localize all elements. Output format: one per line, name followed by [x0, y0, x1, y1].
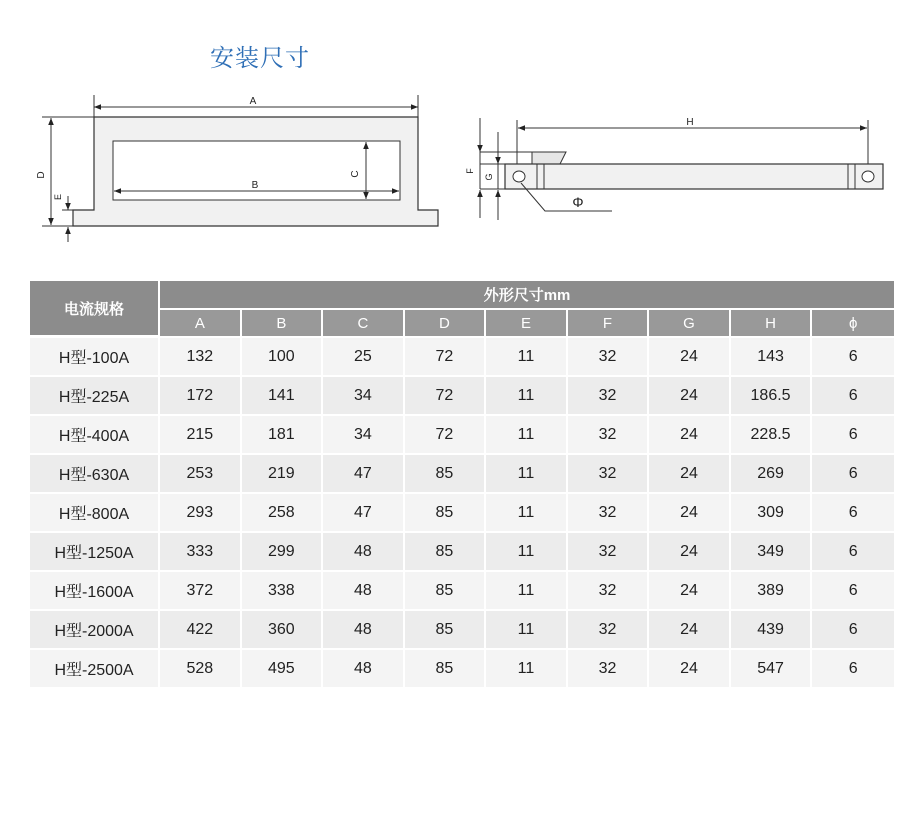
page-title: 安装尺寸 — [210, 45, 310, 72]
value-cell-a: 172 — [160, 375, 242, 414]
value-cell-a: 422 — [160, 609, 242, 648]
value-cell-h: 439 — [731, 609, 813, 648]
value-cell-c: 48 — [323, 570, 405, 609]
dim-label-e: E — [53, 193, 63, 201]
value-cell-f: 32 — [568, 453, 650, 492]
value-cell-a: 333 — [160, 531, 242, 570]
spec-cell: H型-800A — [30, 492, 160, 531]
col-header-phi: ϕ — [812, 310, 894, 336]
table-row — [30, 648, 894, 687]
dim-label-g: G — [484, 173, 494, 181]
spec-cell: H型-630A — [30, 453, 160, 492]
value-cell-c: 48 — [323, 648, 405, 687]
value-cell-e: 11 — [486, 453, 568, 492]
col-header-f: F — [568, 310, 650, 336]
value-cell-h: 309 — [731, 492, 813, 531]
value-cell-e: 11 — [486, 336, 568, 375]
value-cell-e: 11 — [486, 609, 568, 648]
value-cell-g: 24 — [649, 531, 731, 570]
value-cell-f: 32 — [568, 648, 650, 687]
value-cell-phi: 6 — [812, 336, 894, 375]
value-cell-phi: 6 — [812, 609, 894, 648]
value-cell-phi: 6 — [812, 648, 894, 687]
spec-cell: H型-2000A — [30, 609, 160, 648]
dim-label-b: B — [251, 180, 259, 191]
value-cell-c: 48 — [323, 609, 405, 648]
spec-cell: H型-225A — [30, 375, 160, 414]
value-cell-h: 349 — [731, 531, 813, 570]
value-cell-c: 34 — [323, 414, 405, 453]
value-cell-b: 299 — [242, 531, 324, 570]
value-cell-b: 219 — [242, 453, 324, 492]
value-cell-phi: 6 — [812, 414, 894, 453]
value-cell-g: 24 — [649, 336, 731, 375]
value-cell-e: 11 — [486, 375, 568, 414]
value-cell-c: 48 — [323, 531, 405, 570]
col-header-g: G — [649, 310, 731, 336]
value-cell-b: 338 — [242, 570, 324, 609]
value-cell-g: 24 — [649, 609, 731, 648]
dimension-drawing — [0, 0, 920, 270]
col-header-b: B — [242, 310, 324, 336]
value-cell-c: 47 — [323, 453, 405, 492]
value-cell-c: 25 — [323, 336, 405, 375]
value-cell-a: 528 — [160, 648, 242, 687]
value-cell-d: 85 — [405, 648, 487, 687]
spec-header: 电流规格 — [30, 281, 160, 336]
spec-cell: H型-2500A — [30, 648, 160, 687]
value-cell-a: 253 — [160, 453, 242, 492]
value-cell-b: 181 — [242, 414, 324, 453]
value-cell-phi: 6 — [812, 375, 894, 414]
dim-label-h: H — [686, 117, 694, 128]
side-view — [480, 118, 883, 220]
value-cell-h: 228.5 — [731, 414, 813, 453]
value-cell-e: 11 — [486, 648, 568, 687]
dim-label-d: D — [36, 171, 47, 179]
value-cell-f: 32 — [568, 531, 650, 570]
value-cell-e: 11 — [486, 570, 568, 609]
value-cell-b: 141 — [242, 375, 324, 414]
table-row — [30, 609, 894, 648]
value-cell-f: 32 — [568, 336, 650, 375]
table-row — [30, 375, 894, 414]
dim-label-f: F — [465, 168, 475, 174]
value-cell-d: 72 — [405, 414, 487, 453]
col-header-e: E — [486, 310, 568, 336]
value-cell-h: 389 — [731, 570, 813, 609]
dim-label-c: C — [350, 170, 361, 178]
value-cell-d: 72 — [405, 375, 487, 414]
spec-cell: H型-400A — [30, 414, 160, 453]
value-cell-b: 100 — [242, 336, 324, 375]
value-cell-a: 372 — [160, 570, 242, 609]
spec-cell: H型-1600A — [30, 570, 160, 609]
value-cell-phi: 6 — [812, 453, 894, 492]
value-cell-phi: 6 — [812, 570, 894, 609]
value-cell-phi: 6 — [812, 531, 894, 570]
col-header-c: C — [323, 310, 405, 336]
value-cell-g: 24 — [649, 414, 731, 453]
value-cell-e: 11 — [486, 414, 568, 453]
value-cell-d: 85 — [405, 492, 487, 531]
value-cell-f: 32 — [568, 414, 650, 453]
value-cell-e: 11 — [486, 531, 568, 570]
value-cell-e: 11 — [486, 492, 568, 531]
value-cell-h: 186.5 — [731, 375, 813, 414]
value-cell-g: 24 — [649, 570, 731, 609]
table-body — [30, 336, 894, 687]
value-cell-f: 32 — [568, 570, 650, 609]
value-cell-b: 360 — [242, 609, 324, 648]
value-cell-h: 143 — [731, 336, 813, 375]
col-header-a: A — [160, 310, 242, 336]
value-cell-h: 269 — [731, 453, 813, 492]
value-cell-d: 85 — [405, 570, 487, 609]
value-cell-d: 72 — [405, 336, 487, 375]
value-cell-g: 24 — [649, 648, 731, 687]
value-cell-f: 32 — [568, 492, 650, 531]
value-cell-g: 24 — [649, 453, 731, 492]
value-cell-d: 85 — [405, 609, 487, 648]
spec-cell: H型-100A — [30, 336, 160, 375]
table-row — [30, 531, 894, 570]
table-row — [30, 570, 894, 609]
value-cell-b: 495 — [242, 648, 324, 687]
table-row — [30, 453, 894, 492]
dim-label-a: A — [249, 96, 257, 107]
group-header: 外形尺寸mm — [160, 281, 894, 310]
dimension-table — [30, 281, 894, 687]
col-header-d: D — [405, 310, 487, 336]
value-cell-f: 32 — [568, 375, 650, 414]
value-cell-c: 34 — [323, 375, 405, 414]
value-cell-d: 85 — [405, 531, 487, 570]
spec-cell: H型-1250A — [30, 531, 160, 570]
table-row — [30, 492, 894, 531]
value-cell-b: 258 — [242, 492, 324, 531]
value-cell-a: 132 — [160, 336, 242, 375]
col-header-h: H — [731, 310, 813, 336]
value-cell-h: 547 — [731, 648, 813, 687]
value-cell-a: 215 — [160, 414, 242, 453]
front-view — [42, 95, 438, 242]
table-row — [30, 414, 894, 453]
value-cell-phi: 6 — [812, 492, 894, 531]
value-cell-f: 32 — [568, 609, 650, 648]
value-cell-g: 24 — [649, 492, 731, 531]
value-cell-a: 293 — [160, 492, 242, 531]
value-cell-d: 85 — [405, 453, 487, 492]
value-cell-c: 47 — [323, 492, 405, 531]
table-row — [30, 336, 894, 375]
dim-label-phi: Φ — [572, 194, 584, 210]
value-cell-g: 24 — [649, 375, 731, 414]
